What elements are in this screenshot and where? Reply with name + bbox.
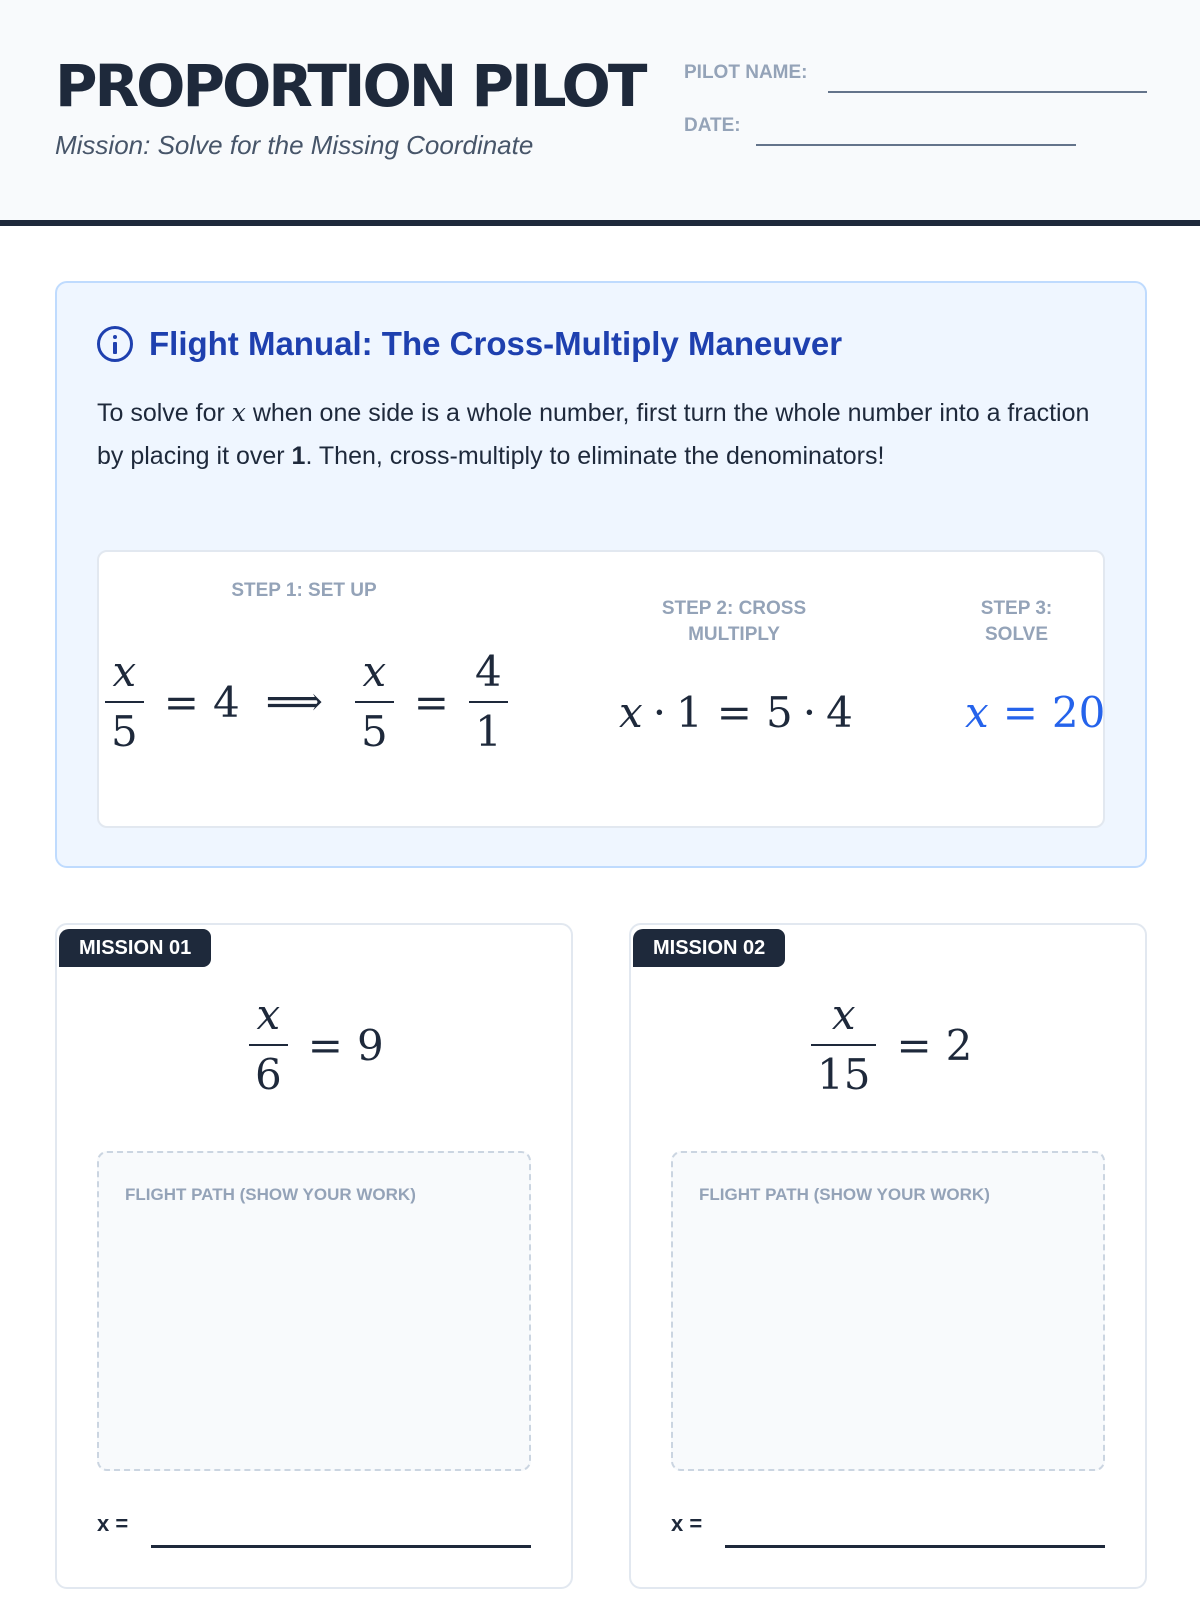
mission-badge: MISSION 01 bbox=[59, 929, 211, 967]
mission-numerator: x bbox=[256, 990, 281, 1039]
mission-rhs: 2 bbox=[945, 1020, 973, 1070]
step1-whole-number: 4 bbox=[212, 677, 240, 727]
mission-denominator: 6 bbox=[255, 1050, 282, 1099]
info-icon bbox=[97, 326, 133, 362]
answer-label: x = bbox=[671, 1511, 703, 1536]
step2-four: 4 bbox=[826, 687, 853, 737]
work-area-label: FLIGHT PATH (SHOW YOUR WORK) bbox=[125, 1185, 416, 1204]
step1-fraction-right bbox=[469, 643, 508, 761]
worksheet-header bbox=[0, 0, 1200, 226]
mission-equation bbox=[805, 985, 972, 1105]
mission-fraction bbox=[249, 986, 288, 1104]
work-area-label: FLIGHT PATH (SHOW YOUR WORK) bbox=[699, 1185, 990, 1204]
answer-field[interactable] bbox=[725, 1545, 1105, 1548]
step1-fraction-left bbox=[105, 643, 144, 761]
manual-title: Flight Manual: The Cross-Multiply Maneuver bbox=[149, 325, 843, 362]
step2-label: STEP 2: CROSS MULTIPLY bbox=[661, 598, 807, 645]
manual-instructions bbox=[97, 391, 1097, 478]
step2-var: x bbox=[619, 687, 643, 737]
manual-heading bbox=[97, 325, 842, 363]
steps-example-box bbox=[97, 550, 1105, 828]
date-label: DATE: bbox=[684, 115, 741, 136]
step1-denominator-2: 5 bbox=[361, 707, 388, 756]
step1-numerator-3: 4 bbox=[474, 647, 502, 696]
step3-equation bbox=[965, 682, 1105, 742]
mission-numerator: x bbox=[831, 990, 856, 1039]
step1-denominator-3: 1 bbox=[474, 707, 502, 756]
date-field[interactable] bbox=[756, 144, 1076, 146]
mission-badge: MISSION 02 bbox=[633, 929, 785, 967]
step2-five: 5 bbox=[765, 687, 793, 737]
manual-text-1: To solve for bbox=[97, 399, 232, 427]
equals-sign: = bbox=[163, 677, 199, 727]
manual-bold-one: 1 bbox=[291, 442, 306, 470]
step1-denominator: 5 bbox=[111, 707, 138, 756]
work-area[interactable] bbox=[97, 1151, 531, 1471]
mission-card-01 bbox=[55, 923, 573, 1589]
mission-denominator: 15 bbox=[817, 1050, 871, 1099]
pilot-name-field[interactable] bbox=[828, 91, 1147, 93]
page-subtitle: Mission: Solve for the Missing Coordinate bbox=[55, 130, 534, 160]
multiply-dot: · bbox=[802, 687, 817, 737]
step1-fraction-mid bbox=[355, 643, 394, 761]
flight-manual-panel bbox=[55, 281, 1147, 868]
step1-label: STEP 1: SET UP bbox=[231, 580, 377, 601]
pilot-name-label: PILOT NAME: bbox=[684, 62, 808, 83]
equals-sign: = bbox=[896, 1020, 932, 1070]
step2-equation bbox=[619, 682, 853, 742]
page-title: PROPORTION PILOT bbox=[55, 52, 645, 120]
equals-sign: = bbox=[1002, 687, 1038, 737]
equals-sign: = bbox=[413, 677, 449, 727]
step2-one: 1 bbox=[676, 687, 703, 737]
mission-rhs: 9 bbox=[356, 1020, 384, 1070]
multiply-dot: · bbox=[652, 687, 667, 737]
implies-arrow-icon: ⟹ bbox=[265, 679, 324, 725]
manual-text-3: . Then, cross-multiply to eliminate the denominators! bbox=[305, 442, 885, 470]
mission-fraction bbox=[811, 986, 876, 1104]
step1-numerator: x bbox=[112, 647, 137, 696]
step3-var: x bbox=[965, 687, 989, 737]
work-area[interactable] bbox=[671, 1151, 1105, 1471]
step3-answer: 20 bbox=[1051, 687, 1106, 737]
mission-equation bbox=[243, 985, 384, 1105]
equals-sign: = bbox=[716, 687, 752, 737]
answer-field[interactable] bbox=[151, 1545, 531, 1548]
manual-math-var: x bbox=[231, 398, 246, 427]
step1-equation bbox=[99, 642, 514, 762]
step3-label: STEP 3: SOLVE bbox=[980, 598, 1053, 645]
mission-card-02 bbox=[629, 923, 1147, 1589]
manual-text-2: when one side is a whole number, first turn the whole number into a fraction by placing it over bbox=[97, 399, 1090, 470]
step1-numerator-2: x bbox=[362, 647, 387, 696]
answer-label: x = bbox=[97, 1511, 129, 1536]
equals-sign: = bbox=[307, 1020, 343, 1070]
